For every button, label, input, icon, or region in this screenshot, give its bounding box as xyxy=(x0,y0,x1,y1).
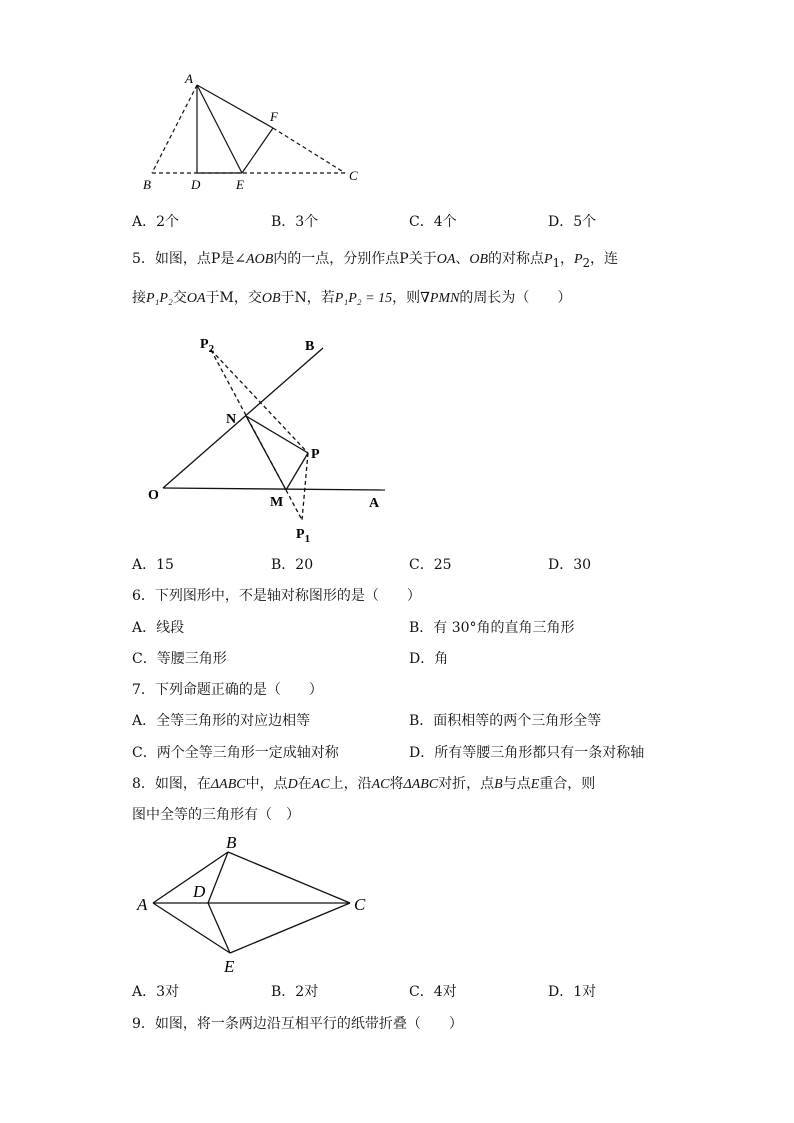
q8-option-b[interactable]: B．2对 xyxy=(271,984,319,1000)
q4-label-f: F xyxy=(270,109,278,124)
q4-label-a: A xyxy=(185,71,193,86)
q8-stem-line1: 8．如图，在ΔABC中，点D在AC上，沿AC将ΔABC对折，点B与点E重合，则 xyxy=(132,776,596,792)
q5-figure xyxy=(140,330,400,550)
q7-option-a[interactable]: A．全等三角形的对应边相等 xyxy=(132,713,311,729)
q4-figure xyxy=(140,70,370,200)
q5-stem-line1: 5．如图，点P是∠AOB内的一点，分别作点P关于OA、OB的对称点$P_1$，$P_2$，连 xyxy=(132,251,619,270)
q5-label-p: P xyxy=(311,447,320,462)
q8-label-d: D xyxy=(193,882,206,901)
q6-option-d[interactable]: D．角 xyxy=(409,651,449,667)
q5-label-p2: $P_2$ xyxy=(200,337,215,355)
q4-label-e: E xyxy=(236,177,244,192)
q5-label-n: N xyxy=(226,412,237,427)
q8-option-c[interactable]: C．4对 xyxy=(409,984,457,1000)
q6-stem: 6．下列图形中，不是轴对称图形的是（ ） xyxy=(132,588,421,604)
q4-option-a[interactable]: A．2个 xyxy=(132,214,180,230)
q6-option-a[interactable]: A．线段 xyxy=(132,620,185,636)
q7-option-c[interactable]: C．两个全等三角形一定成轴对称 xyxy=(132,745,339,761)
q6-option-c[interactable]: C．等腰三角形 xyxy=(132,651,227,667)
q8-option-a[interactable]: A．3对 xyxy=(132,984,180,1000)
q5-option-d[interactable]: D．30 xyxy=(548,557,592,573)
q5-label-a: A xyxy=(369,496,380,511)
q8-label-b: B xyxy=(226,833,237,852)
q5-label-m: M xyxy=(270,495,284,510)
q7-option-b[interactable]: B．面积相等的两个三角形全等 xyxy=(409,713,602,729)
q6-option-b[interactable]: B．有 30°角的直角三角形 xyxy=(409,620,575,636)
q5-label-o: O xyxy=(148,488,159,503)
q4-label-d: D xyxy=(191,177,201,192)
q4-label-c: C xyxy=(349,168,358,183)
q5-label-b: B xyxy=(305,339,315,354)
q7-stem: 7．下列命题正确的是（ ） xyxy=(132,682,323,698)
q7-option-d[interactable]: D．所有等腰三角形都只有一条对称轴 xyxy=(409,745,645,761)
q9-stem: 9．如图，将一条两边沿互相平行的纸带折叠（ ） xyxy=(132,1016,463,1032)
q5-label-p1: $P_1$ xyxy=(296,527,311,545)
q8-option-d[interactable]: D．1对 xyxy=(548,984,597,1000)
q4-label-b: B xyxy=(143,177,151,192)
q8-stem-line2: 图中全等的三角形有（ ） xyxy=(132,807,300,823)
q5-option-c[interactable]: C．25 xyxy=(409,557,452,573)
q4-option-d[interactable]: D．5个 xyxy=(548,214,597,230)
q5-stem-line2: 接P₁P₂交OA于M，交OB于N，若P₁P₂ = 15，则∇PMN的周长为（ ） xyxy=(132,290,572,306)
q8-label-c: C xyxy=(354,895,366,914)
q8-label-e: E xyxy=(224,957,235,976)
q8-figure xyxy=(135,830,385,980)
q5-option-b[interactable]: B．20 xyxy=(271,557,314,573)
q5-option-a[interactable]: A．15 xyxy=(132,557,174,573)
q4-option-c[interactable]: C．4个 xyxy=(409,214,457,230)
q4-option-b[interactable]: B．3个 xyxy=(271,214,319,230)
q8-label-a: A xyxy=(137,895,148,914)
